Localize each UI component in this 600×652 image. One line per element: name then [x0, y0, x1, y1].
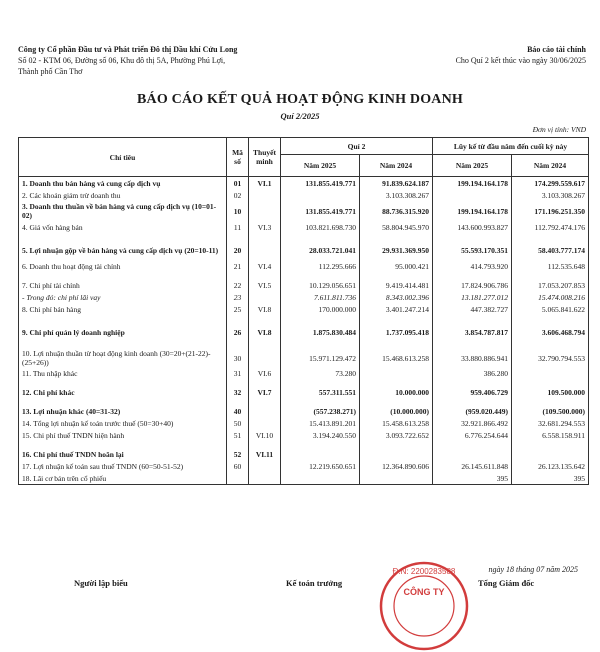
row-code: 02	[227, 189, 249, 201]
row-q2-2024: 12.364.890.606	[360, 460, 433, 472]
row-ytd-2025: 199.194.164.178	[433, 201, 512, 221]
row-code: 50	[227, 417, 249, 429]
spacer-cell	[360, 342, 433, 349]
row-q2-2025: 10.129.056.651	[281, 279, 360, 291]
row-note	[249, 417, 281, 429]
row-label: 9. Chi phí quản lý doanh nghiệp	[19, 322, 227, 342]
row-q2-2025: 7.611.811.736	[281, 291, 360, 303]
spacer-cell	[19, 379, 227, 386]
row-q2-2024: 8.343.002.396	[360, 291, 433, 303]
spacer-cell	[249, 233, 281, 240]
spacer-cell	[433, 315, 512, 322]
table-row	[19, 460, 589, 472]
row-note	[249, 291, 281, 303]
row-code: 25	[227, 303, 249, 315]
row-ytd-2025: 13.181.277.012	[433, 291, 512, 303]
row-q2-2025: 73.280	[281, 367, 360, 379]
spacer-cell	[227, 233, 249, 240]
row-spacer	[19, 272, 589, 279]
row-note: VI.8	[249, 303, 281, 315]
row-ytd-2025: 55.593.170.351	[433, 240, 512, 260]
row-q2-2024: 3.103.308.267	[360, 189, 433, 201]
row-q2-2024: 15.458.613.258	[360, 417, 433, 429]
signing-date: ngày 18 tháng 07 năm 2025	[488, 565, 578, 574]
row-q2-2025: 15.971.129.472	[281, 349, 360, 367]
seal-mid-text: CÔNG TY	[403, 587, 445, 597]
row-spacer	[19, 398, 589, 405]
row-ytd-2025: 6.776.254.644	[433, 429, 512, 441]
income-statement-table	[18, 137, 589, 485]
row-note: VI.11	[249, 448, 281, 460]
spacer-cell	[512, 272, 589, 279]
row-note: VI.1	[249, 177, 281, 190]
row-note: VI.3	[249, 221, 281, 233]
row-q2-2024: 29.931.369.950	[360, 240, 433, 260]
table-row	[19, 386, 589, 398]
table-row	[19, 349, 589, 367]
row-q2-2025: 12.219.650.651	[281, 460, 360, 472]
row-ytd-2024: 5.065.841.622	[512, 303, 589, 315]
row-spacer	[19, 342, 589, 349]
row-q2-2024: (10.000.000)	[360, 405, 433, 417]
row-ytd-2025: 26.145.611.848	[433, 460, 512, 472]
spacer-cell	[281, 398, 360, 405]
table-row	[19, 201, 589, 221]
header-code: Mã số	[227, 138, 249, 177]
row-label: 8. Chi phí bán hàng	[19, 303, 227, 315]
spacer-cell	[227, 379, 249, 386]
table-row	[19, 279, 589, 291]
row-ytd-2024: 32.790.794.553	[512, 349, 589, 367]
header-q2-2025: Năm 2025	[281, 155, 360, 177]
row-ytd-2025: 959.406.729	[433, 386, 512, 398]
header-ytd-2024: Năm 2024	[512, 155, 589, 177]
row-code: 32	[227, 386, 249, 398]
report-meta	[456, 44, 586, 66]
row-code: 21	[227, 260, 249, 272]
spacer-cell	[19, 272, 227, 279]
row-q2-2024: 9.419.414.481	[360, 279, 433, 291]
spacer-cell	[281, 379, 360, 386]
row-code: 11	[227, 221, 249, 233]
row-ytd-2024: (109.500.000)	[512, 405, 589, 417]
spacer-cell	[512, 379, 589, 386]
spacer-cell	[433, 342, 512, 349]
spacer-cell	[360, 233, 433, 240]
row-code: 20	[227, 240, 249, 260]
row-ytd-2025	[433, 448, 512, 460]
row-q2-2024: 1.737.095.418	[360, 322, 433, 342]
spacer-cell	[512, 342, 589, 349]
spacer-cell	[512, 441, 589, 448]
spacer-cell	[281, 441, 360, 448]
row-q2-2025: 3.194.240.550	[281, 429, 360, 441]
row-q2-2024: 91.839.624.187	[360, 177, 433, 190]
report-type: Báo cáo tài chính	[527, 45, 586, 54]
row-q2-2025	[281, 448, 360, 460]
seal-top-text: Đ.N: 2200283588	[392, 567, 456, 576]
row-note: VI.6	[249, 367, 281, 379]
row-code: 30	[227, 349, 249, 367]
table-row	[19, 417, 589, 429]
row-label: 2. Các khoản giảm trừ doanh thu	[19, 189, 227, 201]
row-note	[249, 201, 281, 221]
spacer-cell	[249, 315, 281, 322]
spacer-cell	[19, 342, 227, 349]
row-note	[249, 240, 281, 260]
spacer-cell	[19, 233, 227, 240]
row-label: 12. Chi phí khác	[19, 386, 227, 398]
spacer-cell	[19, 441, 227, 448]
row-q2-2024: 15.468.613.258	[360, 349, 433, 367]
row-spacer	[19, 379, 589, 386]
row-note: VI.8	[249, 322, 281, 342]
row-ytd-2025: 414.793.920	[433, 260, 512, 272]
row-code: 60	[227, 460, 249, 472]
row-ytd-2025: 447.382.727	[433, 303, 512, 315]
row-q2-2025: 28.033.721.041	[281, 240, 360, 260]
row-ytd-2024: 15.474.008.216	[512, 291, 589, 303]
row-q2-2025: 170.000.000	[281, 303, 360, 315]
row-label: 10. Lợi nhuận thuần từ hoạt động kinh doanh (30=20+(21-22)-(25+26))	[19, 349, 227, 367]
spacer-cell	[360, 272, 433, 279]
row-note: VI.5	[249, 279, 281, 291]
table-row	[19, 177, 589, 190]
spacer-cell	[249, 398, 281, 405]
table-header-row	[19, 138, 589, 155]
row-q2-2025	[281, 472, 360, 485]
spacer-cell	[227, 342, 249, 349]
row-q2-2025: 1.875.830.484	[281, 322, 360, 342]
spacer-cell	[360, 379, 433, 386]
row-label: 15. Chi phí thuế TNDN hiện hành	[19, 429, 227, 441]
spacer-cell	[19, 398, 227, 405]
row-q2-2024: 10.000.000	[360, 386, 433, 398]
row-label: 11. Thu nhập khác	[19, 367, 227, 379]
row-code: 23	[227, 291, 249, 303]
row-ytd-2025: 143.600.993.827	[433, 221, 512, 233]
row-ytd-2024: 17.053.207.853	[512, 279, 589, 291]
row-ytd-2024: 26.123.135.642	[512, 460, 589, 472]
row-note: VI.10	[249, 429, 281, 441]
row-code	[227, 472, 249, 485]
preparer-label: Người lập biểu	[74, 578, 128, 588]
row-code: 01	[227, 177, 249, 190]
spacer-cell	[249, 342, 281, 349]
row-ytd-2025: 33.880.886.941	[433, 349, 512, 367]
row-ytd-2024	[512, 448, 589, 460]
spacer-cell	[281, 315, 360, 322]
row-label: - Trong đó: chi phí lãi vay	[19, 291, 227, 303]
row-spacer	[19, 441, 589, 448]
row-ytd-2024: 58.403.777.174	[512, 240, 589, 260]
header-item: Chỉ tiêu	[19, 138, 227, 177]
spacer-cell	[360, 315, 433, 322]
spacer-cell	[512, 315, 589, 322]
spacer-cell	[249, 272, 281, 279]
row-ytd-2025: 32.921.866.492	[433, 417, 512, 429]
row-note: VI.7	[249, 386, 281, 398]
spacer-cell	[227, 398, 249, 405]
row-label: 16. Chi phí thuế TNDN hoãn lại	[19, 448, 227, 460]
row-q2-2024	[360, 367, 433, 379]
company-name: Công ty Cổ phần Đầu tư và Phát triển Đô thị Dầu khí Cửu Long	[18, 45, 238, 54]
spacer-cell	[433, 441, 512, 448]
table-row	[19, 260, 589, 272]
spacer-cell	[227, 441, 249, 448]
company-info	[18, 44, 237, 77]
row-code: 26	[227, 322, 249, 342]
spacer-cell	[360, 441, 433, 448]
row-note	[249, 349, 281, 367]
row-q2-2025: 131.855.419.771	[281, 201, 360, 221]
director-label: Tổng Giám đốc	[478, 578, 535, 588]
row-q2-2025	[281, 189, 360, 201]
row-ytd-2024: 32.681.294.553	[512, 417, 589, 429]
table-row	[19, 189, 589, 201]
row-label: 4. Giá vốn hàng bán	[19, 221, 227, 233]
row-code: 31	[227, 367, 249, 379]
row-ytd-2025: 17.824.906.786	[433, 279, 512, 291]
company-address-line2: Thành phố Cần Thơ	[18, 67, 83, 76]
row-q2-2025: 557.311.551	[281, 386, 360, 398]
row-ytd-2025	[433, 189, 512, 201]
row-q2-2025: 15.413.891.201	[281, 417, 360, 429]
table-row	[19, 303, 589, 315]
row-q2-2024: 58.804.945.970	[360, 221, 433, 233]
row-spacer	[19, 233, 589, 240]
row-label: 18. Lãi cơ bản trên cổ phiếu	[19, 472, 227, 485]
spacer-cell	[227, 272, 249, 279]
row-code: 10	[227, 201, 249, 221]
row-q2-2024	[360, 472, 433, 485]
row-q2-2024: 88.736.315.920	[360, 201, 433, 221]
row-ytd-2024: 171.196.251.350	[512, 201, 589, 221]
spacer-cell	[433, 233, 512, 240]
company-address-line1: Số 02 - KTM 06, Đường số 06, Khu đô thị 5A, Phường Phú Lợi,	[18, 56, 226, 65]
row-ytd-2024: 174.299.559.617	[512, 177, 589, 190]
row-q2-2024: 95.000.421	[360, 260, 433, 272]
row-ytd-2024: 3.103.308.267	[512, 189, 589, 201]
spacer-cell	[512, 398, 589, 405]
row-note	[249, 472, 281, 485]
row-note	[249, 189, 281, 201]
row-note: VI.4	[249, 260, 281, 272]
row-label: 13. Lợi nhuận khác (40=31-32)	[19, 405, 227, 417]
row-note	[249, 460, 281, 472]
header-ytd-2025: Năm 2025	[433, 155, 512, 177]
table-row	[19, 405, 589, 417]
table-row	[19, 291, 589, 303]
row-label: 5. Lợi nhuận gộp về bán hàng và cung cấp dịch vụ (20=10-11)	[19, 240, 227, 260]
table-row	[19, 429, 589, 441]
chief-accountant-label: Kế toán trưởng	[286, 578, 343, 588]
row-ytd-2024: 109.500.000	[512, 386, 589, 398]
row-ytd-2025: 395	[433, 472, 512, 485]
row-ytd-2024: 112.792.474.176	[512, 221, 589, 233]
spacer-cell	[433, 272, 512, 279]
row-code: 22	[227, 279, 249, 291]
row-q2-2024: 3.093.722.652	[360, 429, 433, 441]
header-q2-2024: Năm 2024	[360, 155, 433, 177]
table-row	[19, 240, 589, 260]
table-row	[19, 367, 589, 379]
row-label: 3. Doanh thu thuần về bán hàng và cung cấp dịch vụ (10=01-02)	[19, 201, 227, 221]
header-note: Thuyết minh	[249, 138, 281, 177]
spacer-cell	[227, 315, 249, 322]
row-q2-2025: 112.295.666	[281, 260, 360, 272]
spacer-cell	[433, 379, 512, 386]
row-code: 51	[227, 429, 249, 441]
company-seal	[378, 560, 470, 652]
row-label: 6. Doanh thu hoạt động tài chính	[19, 260, 227, 272]
row-ytd-2024: 395	[512, 472, 589, 485]
row-code: 52	[227, 448, 249, 460]
row-note	[249, 405, 281, 417]
header-ytd: Lũy kế từ đầu năm đến cuối kỳ này	[433, 138, 589, 155]
spacer-cell	[360, 398, 433, 405]
row-q2-2024	[360, 448, 433, 460]
report-title: BÁO CÁO KẾT QUẢ HOẠT ĐỘNG KINH DOANH	[137, 92, 463, 107]
row-q2-2025: (557.238.271)	[281, 405, 360, 417]
row-ytd-2025: 199.194.164.178	[433, 177, 512, 190]
report-period-note: Cho Quí 2 kết thúc vào ngày 30/06/2025	[455, 56, 586, 65]
table-body	[19, 177, 589, 485]
table-row	[19, 472, 589, 485]
spacer-cell	[281, 233, 360, 240]
row-ytd-2024	[512, 367, 589, 379]
spacer-cell	[281, 272, 360, 279]
row-ytd-2024: 3.606.468.794	[512, 322, 589, 342]
row-ytd-2025: 3.854.787.817	[433, 322, 512, 342]
report-period: Quí 2/2025	[280, 111, 320, 121]
row-label: 17. Lợi nhuận kế toán sau thuế TNDN (60=50-51-52)	[19, 460, 227, 472]
row-q2-2025: 103.821.698.730	[281, 221, 360, 233]
row-ytd-2024: 112.535.648	[512, 260, 589, 272]
table-row	[19, 448, 589, 460]
spacer-cell	[249, 379, 281, 386]
row-ytd-2025: (959.020.449)	[433, 405, 512, 417]
currency-unit: Đơn vị tính: VND	[532, 125, 586, 134]
spacer-cell	[19, 315, 227, 322]
spacer-cell	[512, 233, 589, 240]
row-ytd-2025: 386.280	[433, 367, 512, 379]
row-spacer	[19, 315, 589, 322]
seal-inner-ring	[394, 576, 454, 636]
table-row	[19, 322, 589, 342]
table-row	[19, 221, 589, 233]
row-label: 7. Chi phí tài chính	[19, 279, 227, 291]
spacer-cell	[281, 342, 360, 349]
row-q2-2025: 131.855.419.771	[281, 177, 360, 190]
row-code: 40	[227, 405, 249, 417]
spacer-cell	[433, 398, 512, 405]
row-label: 1. Doanh thu bán hàng và cung cấp dịch vụ	[19, 177, 227, 190]
row-q2-2024: 3.401.247.214	[360, 303, 433, 315]
row-label: 14. Tổng lợi nhuận kế toán trước thuế (50=30+40)	[19, 417, 227, 429]
row-ytd-2024: 6.558.158.911	[512, 429, 589, 441]
header-q2: Quí 2	[281, 138, 433, 155]
spacer-cell	[249, 441, 281, 448]
